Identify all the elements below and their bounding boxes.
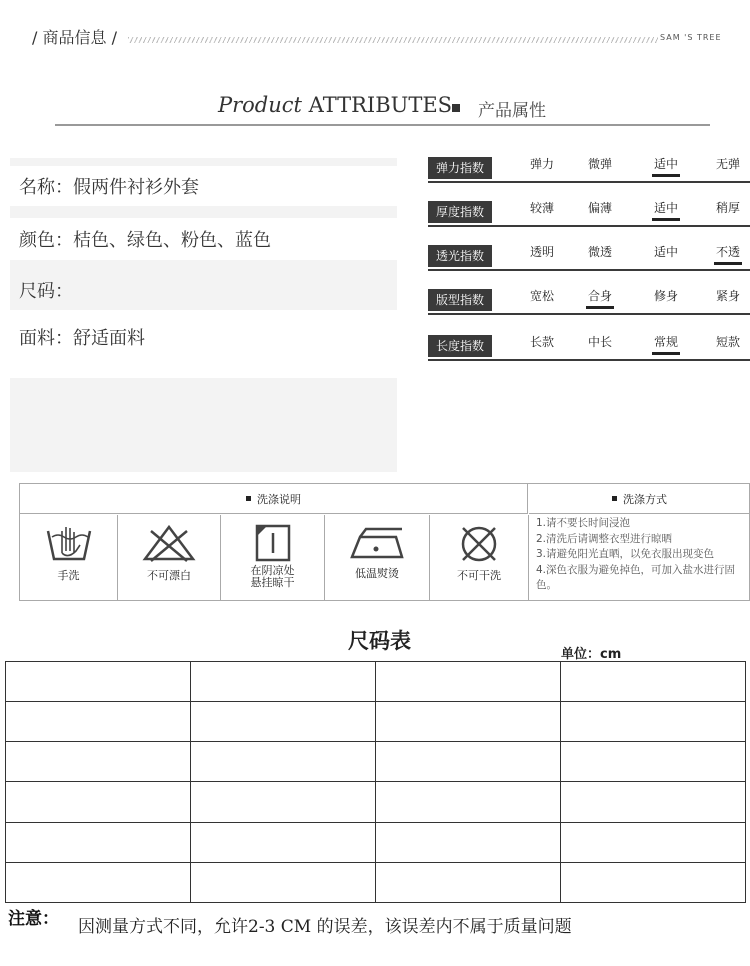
- index-row: [428, 243, 750, 271]
- table-cell: [191, 742, 376, 782]
- size-chart-unit: 单位：cm: [561, 647, 622, 662]
- index-option: 弹力: [529, 157, 554, 171]
- hand-wash-icon: [44, 523, 94, 565]
- washing-note: 1.请不要长时间浸泡: [536, 517, 631, 529]
- table-cell: [6, 782, 191, 822]
- table-cell: [6, 862, 191, 902]
- table-cell: [191, 782, 376, 822]
- size-chart-title: 尺码表: [348, 629, 411, 653]
- index-label: 版型指数: [428, 289, 492, 311]
- washing-notes: [536, 516, 748, 594]
- info-colors: 颜色：桔色、绿色、粉色、蓝色: [10, 218, 397, 260]
- index-option: 适中: [653, 245, 678, 259]
- washing-note: 2.清洗后请调整衣型进行晾晒: [536, 532, 673, 545]
- index-row: [428, 199, 750, 227]
- info-fabric: 面料：舒适面料: [10, 310, 397, 378]
- heading-divider: [55, 124, 710, 126]
- index-option: 常规: [644, 333, 688, 355]
- wash-symbol-label: 不可漂白: [147, 569, 191, 582]
- washing-note: 4.深色衣服为避免掉色，可加入盐水进行固色。: [536, 563, 736, 591]
- index-underline: [428, 359, 750, 361]
- wash-symbol-cell: [325, 515, 430, 601]
- index-option: 适中: [644, 155, 688, 177]
- table-cell: [6, 702, 191, 742]
- index-option: 修身: [653, 289, 678, 303]
- square-bullet-icon: [246, 496, 251, 501]
- heading-italic: Product: [218, 93, 302, 117]
- table-cell: [561, 782, 746, 822]
- table-row: [6, 822, 746, 862]
- decorative-hatch-line: [128, 37, 658, 43]
- table-row: [6, 702, 746, 742]
- washing-instructions-header: [20, 484, 528, 514]
- product-attributes-heading: [218, 93, 452, 117]
- wash-symbol-cell: [430, 515, 529, 601]
- heading-chinese: 产品属性: [478, 101, 546, 121]
- index-option: 微弹: [587, 157, 612, 171]
- index-option: 不透: [706, 243, 750, 265]
- size-chart-table: [5, 661, 746, 903]
- table-cell: [376, 822, 561, 862]
- table-cell: [561, 662, 746, 702]
- table-cell: [191, 702, 376, 742]
- wash-symbol-cell: [118, 515, 221, 601]
- no-bleach-icon: [141, 523, 197, 565]
- index-label: 厚度指数: [428, 201, 492, 223]
- index-underline: [428, 225, 750, 227]
- index-underline: [428, 181, 750, 183]
- washing-note: 3.请避免阳光直晒，以免衣服出现变色: [536, 548, 715, 560]
- note-label: 注意：: [8, 909, 59, 929]
- square-bullet-icon: [612, 496, 617, 501]
- table-cell: [376, 782, 561, 822]
- table-cell: [191, 822, 376, 862]
- table-cell: [191, 862, 376, 902]
- index-label: 长度指数: [428, 335, 492, 357]
- index-option: 宽松: [529, 289, 554, 303]
- washing-methods-header: [529, 484, 750, 514]
- table-cell: [376, 702, 561, 742]
- wash-symbol-label: 低温熨烫: [355, 567, 399, 580]
- shade-dry-icon: [251, 523, 295, 563]
- index-option: 透明: [529, 245, 554, 259]
- info-size: 尺码：: [19, 281, 73, 302]
- no-dry-clean-icon: [456, 523, 502, 565]
- square-bullet-icon: [452, 104, 460, 112]
- table-row: [6, 862, 746, 902]
- washing-instructions-title: 洗涤说明: [257, 492, 301, 506]
- brand-label: SAM 'S TREE: [660, 33, 722, 42]
- index-option: 适中: [644, 199, 688, 221]
- index-row: [428, 333, 750, 361]
- table-cell: [561, 702, 746, 742]
- index-option: 稍厚: [715, 201, 740, 215]
- table-cell: [561, 862, 746, 902]
- heading-caps: ATTRIBUTES: [308, 93, 453, 117]
- index-label: 透光指数: [428, 245, 492, 267]
- table-cell: [376, 742, 561, 782]
- table-row: [6, 662, 746, 702]
- washing-methods-title: 洗涤方式: [623, 492, 667, 506]
- index-option: 紧身: [715, 289, 740, 303]
- table-cell: [561, 742, 746, 782]
- wash-symbol-label: 不可干洗: [457, 569, 501, 582]
- index-option: 长款: [529, 335, 554, 349]
- index-label: 弹力指数: [428, 157, 492, 179]
- table-cell: [376, 662, 561, 702]
- table-cell: [6, 742, 191, 782]
- low-iron-icon: [346, 523, 408, 563]
- wash-symbol-label: 手洗: [57, 569, 80, 582]
- table-cell: [191, 662, 376, 702]
- table-row: [6, 742, 746, 782]
- table-cell: [376, 862, 561, 902]
- table-cell: [561, 822, 746, 862]
- section-title: / 商品信息 /: [32, 28, 117, 47]
- index-option: 无弹: [715, 157, 740, 171]
- index-row: [428, 155, 750, 183]
- index-option: 微透: [587, 245, 612, 259]
- index-row: [428, 287, 750, 315]
- index-option: 短款: [715, 335, 740, 349]
- table-cell: [6, 822, 191, 862]
- note-text: 因测量方式不同，允许2-3 CM 的误差，该误差内不属于质量问题: [78, 917, 572, 937]
- index-option: 较薄: [529, 201, 554, 215]
- index-underline: [428, 313, 750, 315]
- wash-symbol-label: 在阴凉处 悬挂晾干: [250, 564, 295, 589]
- info-name: 名称：假两件衬衫外套: [10, 166, 397, 206]
- wash-symbol-cell: [221, 515, 325, 601]
- index-option: 中长: [587, 335, 612, 349]
- wash-symbol-cell: [20, 515, 118, 601]
- index-option: 偏薄: [587, 201, 612, 215]
- index-underline: [428, 269, 750, 271]
- table-row: [6, 782, 746, 822]
- index-option: 合身: [578, 287, 622, 309]
- table-cell: [6, 662, 191, 702]
